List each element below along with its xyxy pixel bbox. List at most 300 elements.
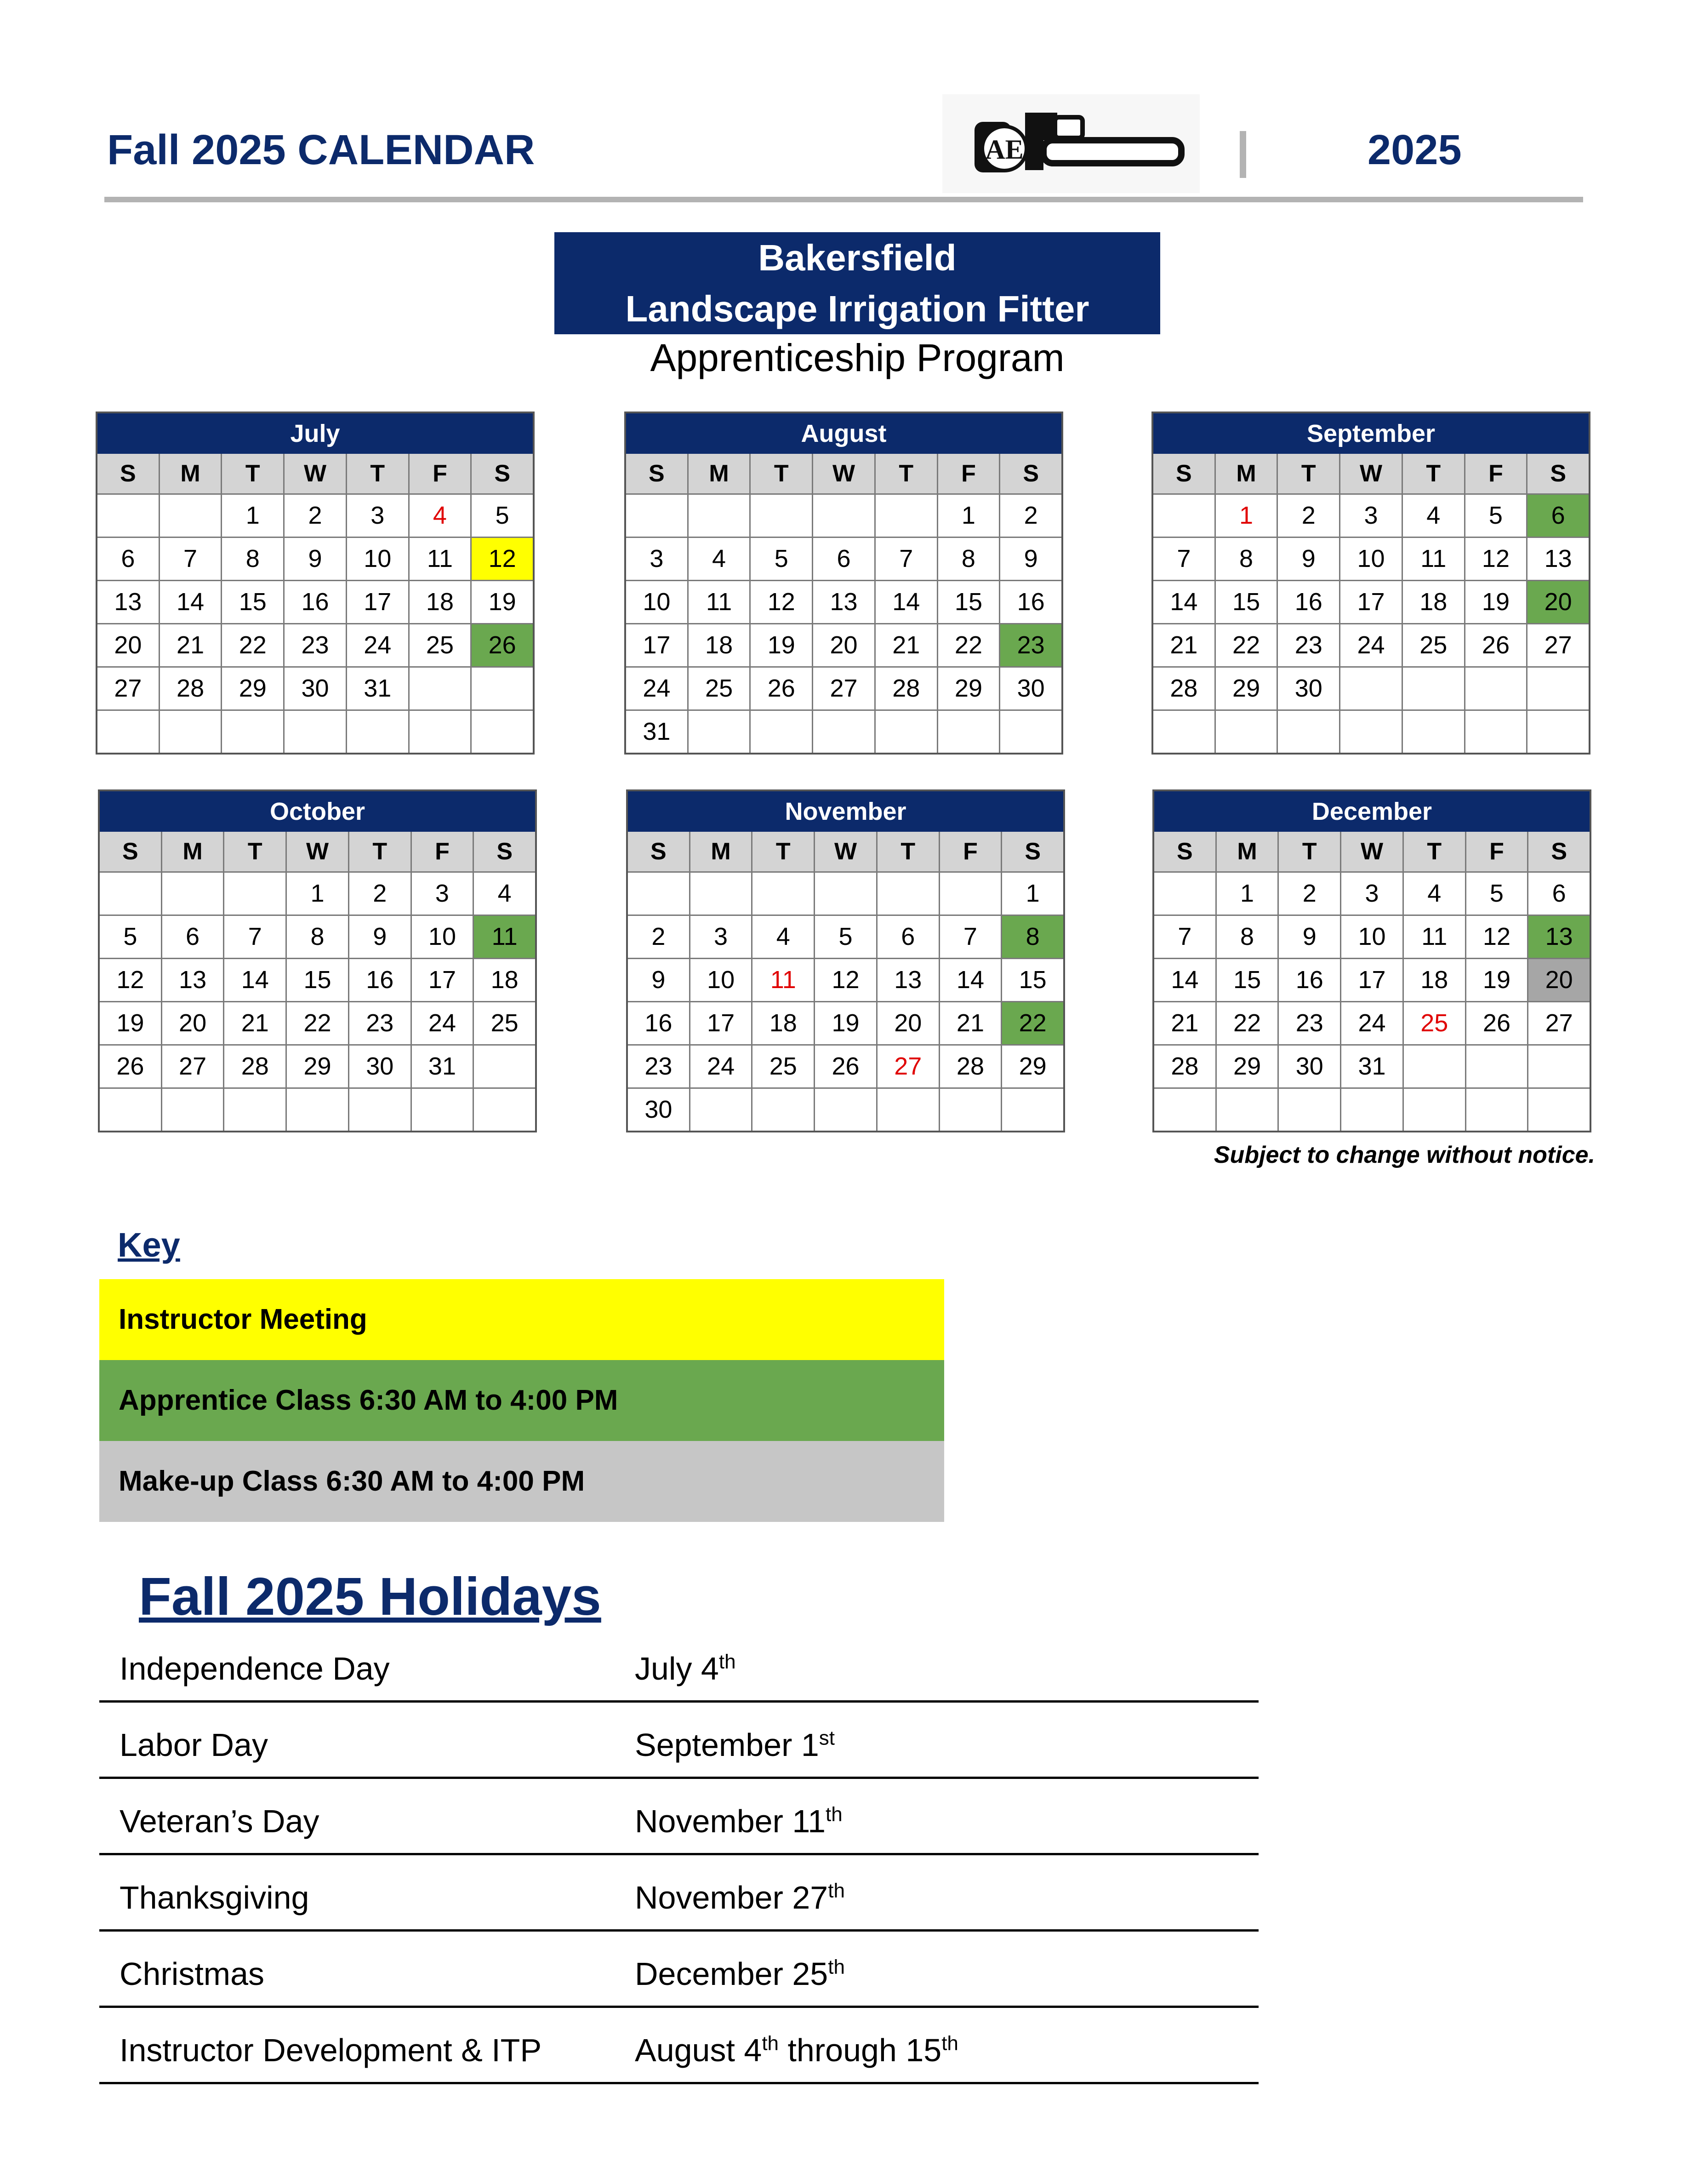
day-cell: 4 [1402,871,1465,915]
holiday-date [635,1803,843,1840]
day-cell: 23 [348,1001,410,1044]
day-cell: 24 [689,1044,752,1087]
day-cell [470,666,533,709]
day-cell: 6 [1527,871,1590,915]
month-name: October [100,791,535,832]
day-cell [1402,1044,1465,1087]
day-cell: 12 [814,958,876,1001]
day-cell [161,1087,223,1131]
day-cell: 26 [814,1044,876,1087]
day-cell [223,871,285,915]
holiday-row [99,1626,1259,1703]
day-cell [1402,709,1464,753]
day-cell: 17 [346,580,408,623]
day-cell: 9 [1277,915,1340,958]
holiday-row [99,1703,1259,1779]
day-cell [1277,709,1339,753]
week-row [1154,915,1590,958]
day-cell: 3 [1340,871,1402,915]
day-cell: 12 [470,537,533,580]
month-september [1151,412,1590,755]
month-october [98,789,537,1132]
month-name: December [1154,791,1590,832]
day-cell: 18 [687,623,750,666]
day-cell: 8 [221,537,283,580]
day-cell: 16 [283,580,346,623]
day-cell: 13 [161,958,223,1001]
day-cell [1339,666,1402,709]
weekday-label: S [470,454,533,493]
week-row [628,915,1063,958]
day-cell: 7 [1153,537,1214,580]
day-cell: 25 [1402,1001,1465,1044]
day-cell: 1 [285,871,348,915]
holidays-title: Fall 2025 Holidays [139,1567,601,1626]
holiday-date-text: July 4 [635,1651,719,1687]
weekday-label: S [626,454,687,493]
change-notice: Subject to change without notice. [1214,1142,1595,1168]
day-cell: 23 [1277,1001,1340,1044]
week-row [628,1087,1063,1131]
weekday-label: T [749,454,812,493]
holiday-date-end-suffix: th [941,2032,958,2055]
day-cell: 31 [410,1044,473,1087]
day-cell: 15 [1215,958,1278,1001]
day-cell [1339,709,1402,753]
day-cell: 15 [1214,580,1277,623]
day-cell: 22 [221,623,283,666]
weekday-header [1153,454,1589,493]
week-row [626,537,1061,580]
weekday-header [100,832,535,871]
day-cell: 4 [408,493,471,537]
day-cell: 15 [1001,958,1063,1001]
week-row [100,1001,535,1044]
holiday-row [99,1855,1259,1932]
day-cell [346,709,408,753]
day-cell: 12 [749,580,812,623]
week-row [1154,1044,1590,1087]
day-cell: 9 [1277,537,1339,580]
weekday-label: T [876,832,939,871]
day-cell: 27 [812,666,874,709]
day-cell: 21 [1153,623,1214,666]
day-cell: 30 [1277,1044,1340,1087]
weekday-label: T [751,832,814,871]
week-row [100,958,535,1001]
day-cell [408,666,471,709]
day-cell: 30 [999,666,1061,709]
day-cell [939,1087,1001,1131]
day-cell: 5 [814,915,876,958]
day-cell: 21 [939,1001,1001,1044]
day-cell [626,493,687,537]
day-cell: 4 [1402,493,1464,537]
day-cell: 29 [937,666,999,709]
day-cell [473,1044,535,1087]
week-row [626,623,1061,666]
day-cell: 29 [1214,666,1277,709]
weekday-label: S [999,454,1061,493]
day-cell [812,709,874,753]
day-cell: 30 [1277,666,1339,709]
header-divider [1240,131,1246,178]
day-cell: 9 [999,537,1061,580]
day-cell: 24 [626,666,687,709]
day-cell: 11 [1402,537,1464,580]
week-row [628,1044,1063,1087]
day-cell: 3 [626,537,687,580]
day-cell: 18 [1402,580,1464,623]
day-cell [628,871,689,915]
weekday-label: T [1402,832,1465,871]
day-cell: 10 [689,958,752,1001]
day-cell: 23 [1277,623,1339,666]
day-cell [751,1087,814,1131]
day-cell [999,709,1061,753]
day-cell: 17 [689,1001,752,1044]
day-cell: 2 [283,493,346,537]
day-cell [97,709,159,753]
day-cell: 24 [346,623,408,666]
day-cell: 20 [1527,958,1590,1001]
day-cell: 27 [97,666,159,709]
day-cell: 14 [939,958,1001,1001]
day-cell: 28 [223,1044,285,1087]
day-cell: 6 [812,537,874,580]
day-cell [1215,1087,1278,1131]
day-cell: 20 [876,1001,939,1044]
day-cell: 1 [937,493,999,537]
day-cell: 26 [470,623,533,666]
day-cell: 3 [346,493,408,537]
day-cell: 29 [1215,1044,1278,1087]
day-cell: 4 [751,915,814,958]
day-cell [348,1087,410,1131]
holiday-date-text: November 27 [635,1880,828,1915]
day-cell: 23 [999,623,1061,666]
weekday-label: M [1215,832,1278,871]
week-row [1153,709,1589,753]
weekday-label: S [1001,832,1063,871]
day-cell: 26 [1465,1001,1527,1044]
day-cell: 7 [939,915,1001,958]
weekday-label: M [687,454,750,493]
day-cell: 7 [223,915,285,958]
day-cell: 2 [1277,871,1340,915]
weekday-label: T [346,454,408,493]
day-cell: 9 [283,537,346,580]
day-cell: 5 [749,537,812,580]
day-cell: 26 [749,666,812,709]
day-cell: 24 [1340,1001,1402,1044]
holiday-date [635,1955,845,1992]
day-cell: 19 [1465,958,1527,1001]
day-cell: 13 [876,958,939,1001]
day-cell [223,1087,285,1131]
week-row [1154,871,1590,915]
day-cell: 1 [1215,871,1278,915]
holiday-date-text: September 1 [635,1727,819,1763]
day-cell [874,709,937,753]
weekday-label: M [1214,454,1277,493]
day-cell: 27 [161,1044,223,1087]
day-cell: 19 [100,1001,161,1044]
day-cell [874,493,937,537]
day-cell [408,709,471,753]
day-cell: 21 [159,623,221,666]
program-location: Bakersfield [758,237,957,278]
day-cell: 6 [1526,493,1589,537]
day-cell [749,493,812,537]
day-cell: 31 [1340,1044,1402,1087]
day-cell: 28 [939,1044,1001,1087]
weekday-label: M [159,454,221,493]
day-cell: 27 [1526,623,1589,666]
week-row [1154,1087,1590,1131]
day-cell: 19 [470,580,533,623]
day-cell: 25 [751,1044,814,1087]
header-rule [104,197,1583,202]
day-cell [1465,1087,1527,1131]
day-cell: 13 [812,580,874,623]
day-cell: 17 [410,958,473,1001]
day-cell [1526,709,1589,753]
program-subtitle: Apprenticeship Program [650,336,1065,379]
day-cell: 29 [1001,1044,1063,1087]
day-cell: 12 [1465,915,1527,958]
day-cell: 18 [473,958,535,1001]
week-row [626,580,1061,623]
day-cell [470,709,533,753]
weekday-label: T [1277,454,1339,493]
day-cell [1214,709,1277,753]
week-row [1153,623,1589,666]
day-cell: 25 [687,666,750,709]
weekday-header [626,454,1061,493]
day-cell: 14 [223,958,285,1001]
day-cell: 17 [1340,958,1402,1001]
holiday-row [99,1932,1259,2008]
holiday-date-suffix: th [828,1955,845,1978]
weekday-label: W [812,454,874,493]
day-cell: 15 [285,958,348,1001]
week-row [97,709,533,753]
day-cell [689,871,752,915]
day-cell: 6 [97,537,159,580]
holiday-name: Veteran’s Day [120,1803,319,1839]
day-cell: 5 [1464,493,1527,537]
week-row [628,958,1063,1001]
day-cell: 8 [937,537,999,580]
day-cell [1154,1087,1215,1131]
day-cell: 31 [626,709,687,753]
day-cell [161,871,223,915]
weekday-label: S [97,454,159,493]
holiday-row [99,2008,1259,2084]
month-name: November [628,791,1063,832]
key-instructor-meeting: Instructor Meeting [99,1279,944,1360]
day-cell [100,1087,161,1131]
day-cell [751,871,814,915]
day-cell: 22 [1214,623,1277,666]
holiday-date [635,1727,835,1763]
day-cell: 4 [687,537,750,580]
day-cell: 16 [1277,958,1340,1001]
day-cell [937,709,999,753]
day-cell [1277,1087,1340,1131]
day-cell: 11 [751,958,814,1001]
wrench-logo [942,94,1200,193]
day-cell: 21 [223,1001,285,1044]
holiday-date-text: December 25 [635,1956,828,1992]
day-cell: 2 [1277,493,1339,537]
day-cell: 4 [473,871,535,915]
day-cell [97,493,159,537]
day-cell: 17 [1339,580,1402,623]
day-cell: 14 [874,580,937,623]
day-cell: 11 [1402,915,1465,958]
day-cell [814,871,876,915]
day-cell: 12 [1464,537,1527,580]
day-cell: 30 [283,666,346,709]
day-cell: 9 [348,915,410,958]
weekday-header [97,454,533,493]
week-row [626,493,1061,537]
day-cell [876,1087,939,1131]
week-row [1154,1001,1590,1044]
day-cell: 22 [1001,1001,1063,1044]
day-cell [1402,1087,1465,1131]
day-cell: 28 [159,666,221,709]
day-cell: 26 [1464,623,1527,666]
week-row [628,1001,1063,1044]
holiday-name: Thanksgiving [120,1880,309,1915]
holiday-row [99,1779,1259,1855]
day-cell: 25 [408,623,471,666]
day-cell: 3 [1339,493,1402,537]
day-cell: 20 [1526,580,1589,623]
header-year: 2025 [1368,126,1462,173]
day-cell: 3 [689,915,752,958]
day-cell: 20 [97,623,159,666]
day-cell: 19 [749,623,812,666]
day-cell [159,493,221,537]
holiday-date-suffix: st [819,1727,835,1749]
day-cell [1153,493,1214,537]
weekday-label: T [1277,832,1340,871]
weekday-label: W [1339,454,1402,493]
day-cell: 13 [97,580,159,623]
weekday-header [628,832,1063,871]
weekday-header [1154,832,1590,871]
weekday-label: F [1464,454,1527,493]
weekday-label: F [410,832,473,871]
day-cell [749,709,812,753]
day-cell: 5 [470,493,533,537]
day-cell: 14 [159,580,221,623]
week-row [1153,666,1589,709]
weekday-label: S [628,832,689,871]
day-cell [814,1087,876,1131]
day-cell [1402,666,1464,709]
day-cell: 21 [1154,1001,1215,1044]
weekday-label: W [1340,832,1402,871]
day-cell: 17 [626,623,687,666]
week-row [100,1087,535,1131]
day-cell: 15 [221,580,283,623]
day-cell: 1 [1001,871,1063,915]
holiday-date-suffix: th [826,1803,843,1826]
key-makeup-class: Make-up Class 6:30 AM to 4:00 PM [99,1441,944,1522]
day-cell: 18 [751,1001,814,1044]
day-cell: 8 [1214,537,1277,580]
day-cell: 14 [1154,958,1215,1001]
day-cell [100,871,161,915]
week-row [97,493,533,537]
key-title: Key [118,1226,180,1264]
week-row [1153,493,1589,537]
day-cell: 8 [1001,915,1063,958]
day-cell: 25 [1402,623,1464,666]
day-cell: 1 [1214,493,1277,537]
week-row [100,1044,535,1087]
holiday-name: Instructor Development & ITP [120,2032,542,2068]
month-name: July [97,413,533,454]
weekday-label: T [1402,454,1464,493]
week-row [97,623,533,666]
day-cell: 10 [410,915,473,958]
day-cell: 13 [1526,537,1589,580]
day-cell [687,709,750,753]
day-cell: 16 [348,958,410,1001]
day-cell: 12 [100,958,161,1001]
weekday-label: M [161,832,223,871]
day-cell: 10 [1339,537,1402,580]
day-cell: 16 [628,1001,689,1044]
weekday-label: W [283,454,346,493]
page-title: Fall 2025 CALENDAR [107,126,535,173]
holiday-date-suffix: th [718,1650,736,1673]
day-cell: 24 [410,1001,473,1044]
day-cell: 19 [814,1001,876,1044]
holiday-date [635,1650,736,1687]
day-cell [689,1087,752,1131]
month-november [626,789,1065,1132]
day-cell: 23 [628,1044,689,1087]
day-cell: 16 [1277,580,1339,623]
weekday-label: S [473,832,535,871]
holiday-name: Independence Day [120,1651,390,1687]
day-cell [1527,1044,1590,1087]
day-cell: 27 [1527,1001,1590,1044]
weekday-label: F [937,454,999,493]
day-cell: 23 [283,623,346,666]
day-cell: 19 [1464,580,1527,623]
day-cell: 8 [285,915,348,958]
holiday-date-text: August 4 [635,2032,762,2068]
program-banner [554,232,1160,334]
day-cell: 5 [100,915,161,958]
weekday-label: T [874,454,937,493]
day-cell [1001,1087,1063,1131]
holiday-date-suffix: th [762,2032,779,2055]
day-cell: 3 [410,871,473,915]
month-august [624,412,1063,755]
day-cell [159,709,221,753]
day-cell: 13 [1527,915,1590,958]
day-cell: 10 [626,580,687,623]
